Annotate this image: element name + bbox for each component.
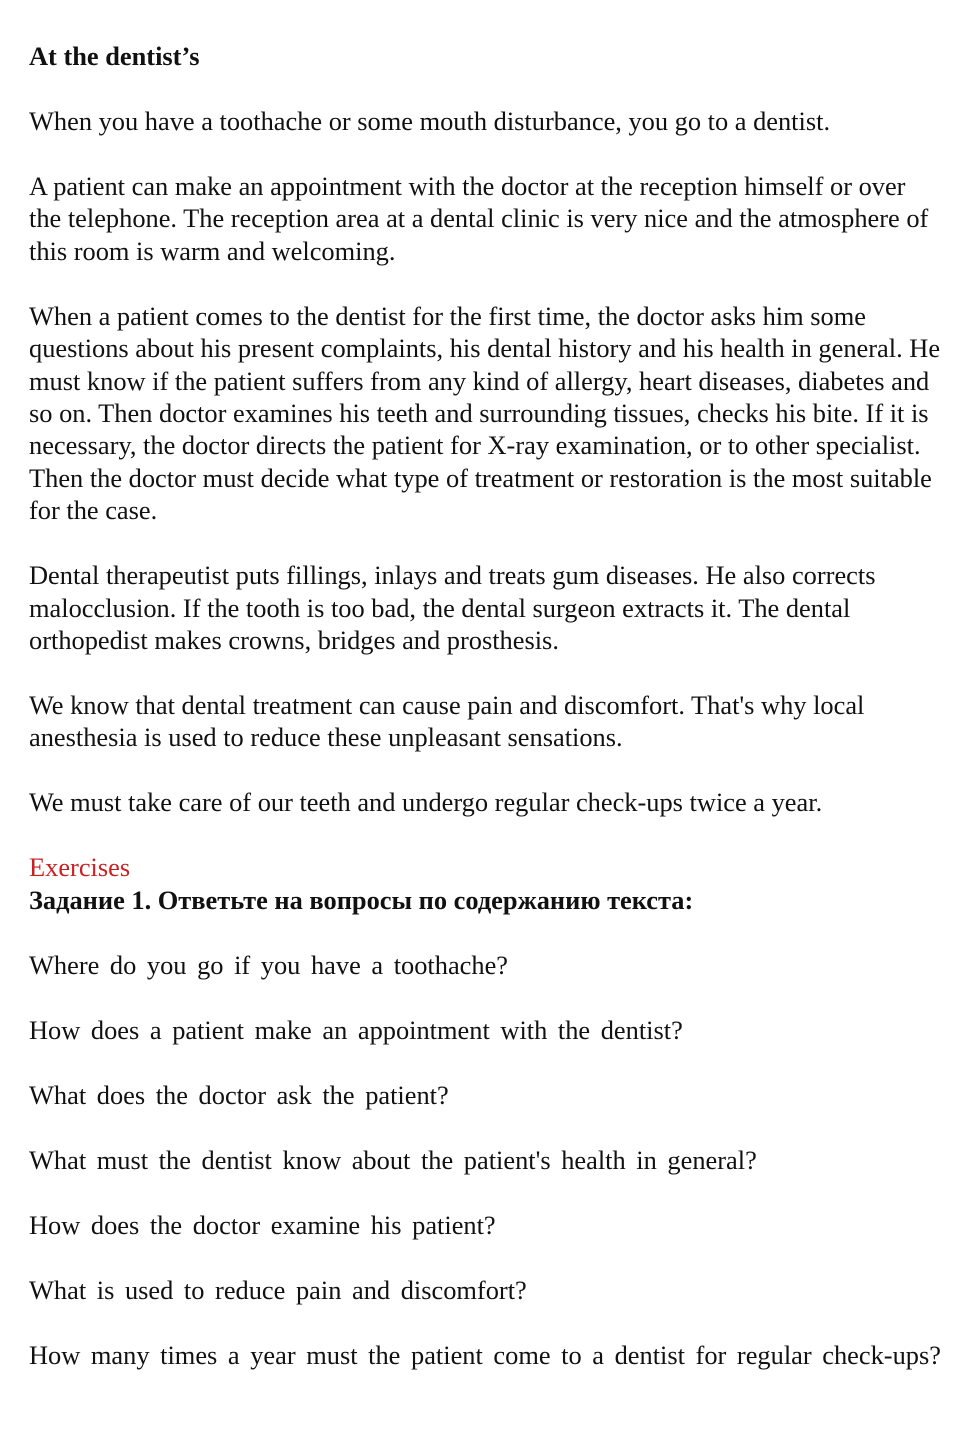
exercises-heading: Exercises: [29, 852, 131, 883]
question-item: How does a patient make an appointment with the dentist?: [29, 1014, 683, 1045]
paragraph-anesthesia: We know that dental treatment can cause pain and discomfort. That's why local anesthesia is used to reduce these unpleasant sensations.: [29, 690, 865, 753]
question-item: What must the dentist know about the patient's health in general?: [29, 1144, 757, 1175]
paragraph-appointment: A patient can make an appointment with the doctor at the reception himself or over the telephone. The reception area at a dental clinic is very nice and the atmosphere of this room is warm and welcoming.: [29, 171, 929, 266]
question-item: What does the doctor ask the patient?: [29, 1079, 449, 1110]
paragraph-checkups: We must take care of our teeth and undergo regular check-ups twice a year.: [29, 787, 823, 818]
question-item: What is used to reduce pain and discomfort?: [29, 1274, 527, 1305]
question-item: How does the doctor examine his patient?: [29, 1209, 496, 1240]
paragraph-first-visit: When a patient comes to the dentist for the first time, the doctor asks him some questions about his present complaints, his dental history and his health in general. He must know if the patient suffers from any kind of allergy, heart diseases, diabetes and so on. Then doctor examines his teeth and surrounding tissues, checks his bite. If it is necessary, the doctor directs the patient for X-ray examination, or to other specialist. Then the doctor must decide what type of treatment or restoration is the most suitable for the case.: [29, 300, 941, 526]
task-heading: Задание 1. Ответьте на вопросы по содержанию текста:: [29, 884, 694, 915]
paragraph-intro: When you have a toothache or some mouth disturbance, you go to a dentist.: [29, 106, 831, 136]
question-item: How many times a year must the patient come to a dentist for regular check-ups?: [29, 1339, 941, 1370]
paragraph-specialists: Dental therapeutist puts fillings, inlays and treats gum diseases. He also corrects malocclusion. If the tooth is too bad, the dental surgeon extracts it. The dental orthopedist makes crowns, bridges and prosthesis.: [29, 560, 876, 656]
document-title: At the dentist’s: [29, 41, 200, 71]
question-item: Where do you go if you have a toothache?: [29, 949, 509, 980]
document-page: [29, 40, 944, 1404]
